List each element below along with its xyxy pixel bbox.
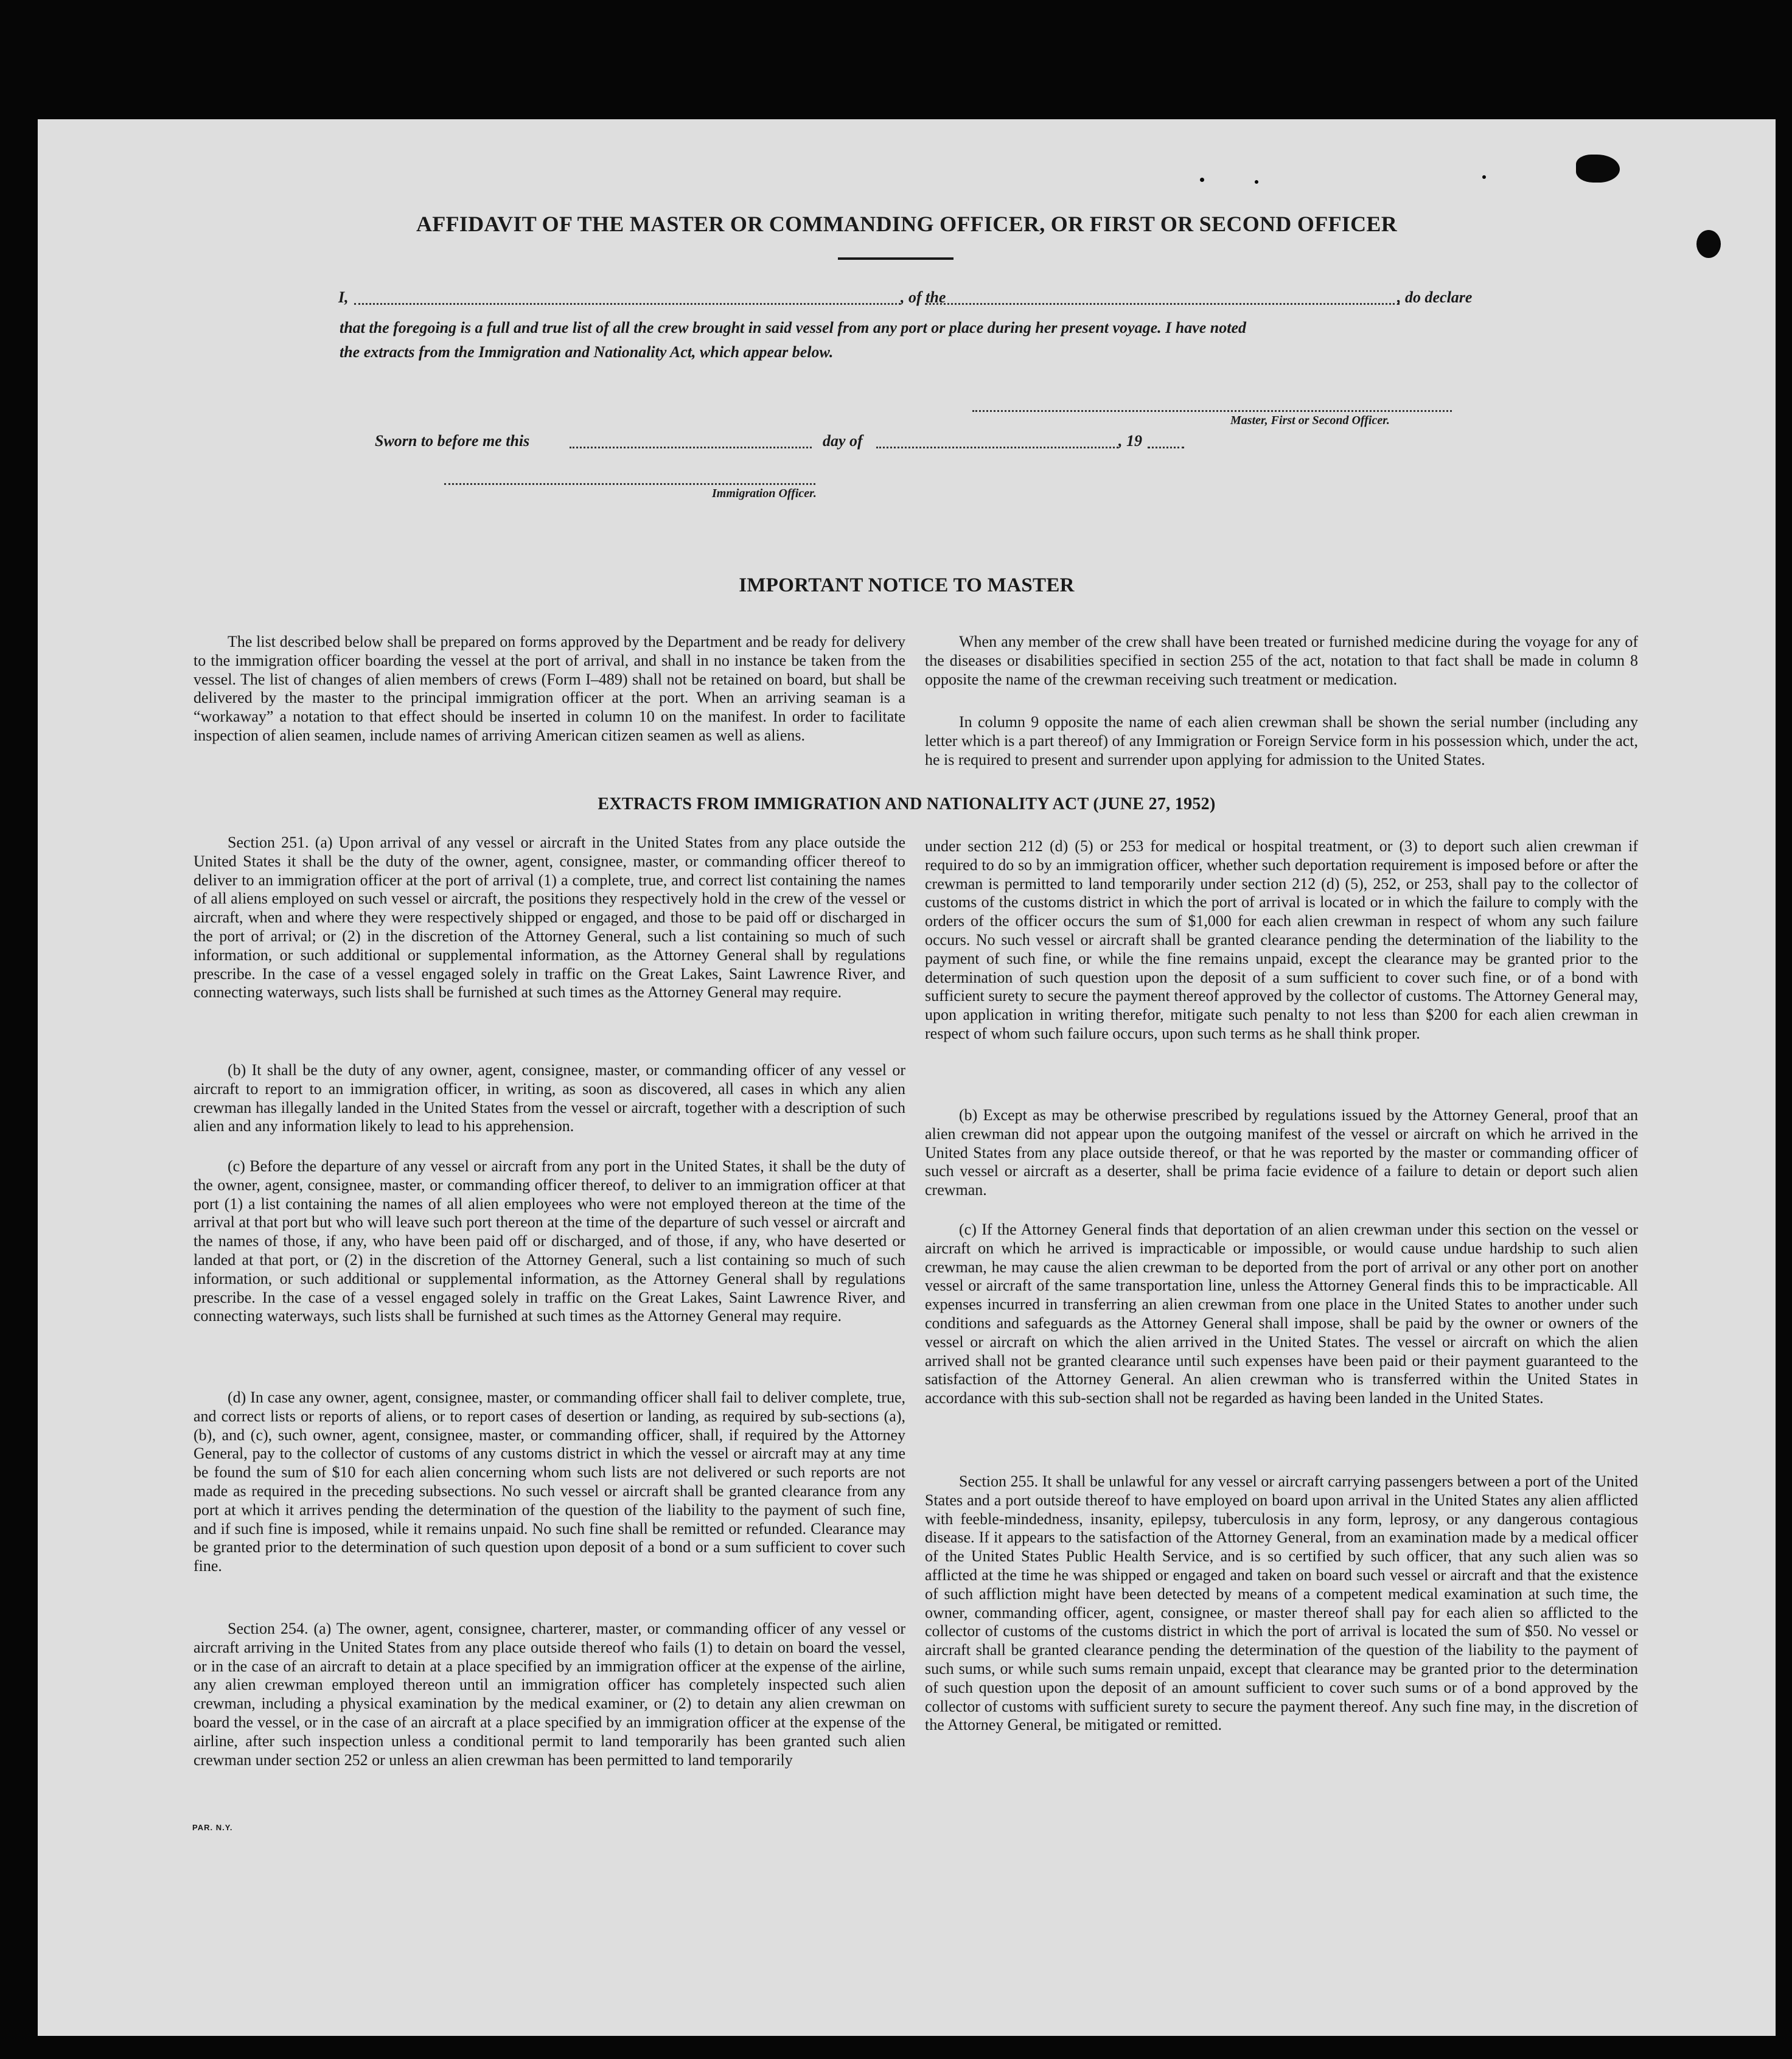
notice-left-paragraph: The list described below shall be prepared on forms approved by the Department and be ready for delivery to the immigration officer boarding the vessel at the port of arrival, and shall in no instance be taken from the vessel. The list of changes of alien members of crews (Form I–489) shall not be retained on board, but shall be delivered by the master to the principal immigration officer at the port. When an arriving seaman is a “workaway” a notation to that effect should be inserted in column 10 on the manifest. In order to facilitate inspection of alien seamen, include names of arriving American citizen seamen as well as aliens.	[193, 633, 905, 744]
declaration-line-1: that the foregoing is a full and true list of all the crew brought in said vessel from any port or place during her present voyage. I have noted	[340, 319, 1247, 336]
name-blank-line[interactable]	[354, 303, 901, 305]
sworn-month-blank-line[interactable]	[876, 447, 1118, 448]
day-of-label: day of	[823, 432, 863, 450]
extract-254b: (b) Except as may be otherwise prescribed by regulations issued by the Attorney General, proof that an alien crewman did not appear upon the outgoing manifest of the vessel or aircraft on which he arrived in the United States from any place outside thereof, or that he was reported by the master or commanding officer of such vessel or aircraft as a deserter, shall be prima facie evidence of a failure to detain or deport such alien crewman.	[925, 1106, 1638, 1199]
vessel-blank-line[interactable]	[925, 303, 1400, 305]
notice-right-paragraph-2: In column 9 opposite the name of each alien crewman shall be shown the serial number (including any letter which is a part thereof) of any Immigration or Foreign Service form in his possession which, under the act, he is required to present and surrender upon applying for admission to the United States.	[925, 713, 1638, 768]
document-page	[38, 119, 1776, 2036]
year-label: , 19	[1118, 432, 1142, 450]
sworn-label: Sworn to before me this	[375, 432, 530, 450]
i-label: I,	[338, 288, 349, 306]
extract-254c: (c) If the Attorney General finds that deportation of an alien crewman under this section on the vessel or aircraft on which he arrived is impracticable or impossible, or would cause undue hardship to such alien crewman, he may cause the alien crewman to be deported from the port of arrival or any other port on another vessel or aircraft of the same transportation line, unless the Attorney General finds this to be impracticable. All expenses incurred in transferring an alien crewman from one place in the United States to another under such conditions and safeguards as the Attorney General shall impose, shall be paid by the owner or owners of the vessel or aircraft on which the alien arrived in the United States. The vessel or aircraft on which the alien arrived shall not be granted clearance until such expenses have been paid or their payment guaranteed to the satisfaction of the Attorney General. An alien crewman who is transferred within the United States in accordance with this sub-section shall not be regarded as having been landed in the United States.	[925, 1221, 1638, 1407]
notice-right-paragraph-1: When any member of the crew shall have been treated or furnished medicine during the voyage for any of the diseases or disabilities specified in section 255 of the act, notation to that fact shall be made in column 8 opposite the name of the crewman receiving such treatment or medication.	[925, 633, 1638, 688]
extract-251a: Section 251. (a) Upon arrival of any vessel or aircraft in the United States from any place outside the United States it shall be the duty of the owner, agent, consignee, master, or commanding officer thereof to deliver to an immigration officer at the port of arrival (1) a complete, true, and correct list containing the names of all aliens employed on such vessel or aircraft, the positions they respectively hold in the crew of the vessel or aircraft, when and where they were respectively shipped or engaged, and those to be paid off or discharged in the port of arrival; or (2) in the discretion of the Attorney General, such a list containing so much of such information, or such additional or supplemental information, as the Attorney General shall by regulations prescribe. In the case of a vessel engaged solely in traffic on the Great Lakes, Saint Lawrence River, and connecting waterways, such lists shall be furnished at such times as the Attorney General may require.	[193, 834, 905, 1002]
speck	[1482, 175, 1486, 179]
extract-251b: (b) It shall be the duty of any owner, agent, consignee, master, or commanding officer of any vessel or aircraft to report to an immigration officer, in writing, as soon as discovered, all cases in which any alien crewman has illegally landed in the United States from the vessel or aircraft, together with a description of such alien and any information likely to lead to his apprehension.	[193, 1061, 905, 1135]
notice-title: IMPORTANT NOTICE TO MASTER	[739, 574, 1075, 596]
ink-blot	[1576, 155, 1620, 183]
extract-254a: Section 254. (a) The owner, agent, consignee, charterer, master, or commanding officer of any vessel or aircraft arriving in the United States from any place outside thereof who fails (1) to detain on board the vessel, or in the case of an aircraft to detain at a place specified by an immigration officer at the expense of the airline, any alien crewman employed thereon until an immigration officer has completely inspected such alien crewman, including a physical examination by the medical examiner, or (2) to detain any alien crewman on board the vessel, or in the case of an aircraft at a place specified by an immigration officer at the expense of the airline, after such inspection unless a conditional permit to land temporarily has been granted such alien crewman under section 252 or unless an alien crewman has been permitted to land temporarily	[193, 1620, 905, 1769]
signature-caption: Master, First or Second Officer.	[1230, 414, 1390, 427]
sworn-year-blank-line[interactable]	[1148, 447, 1184, 448]
officer-signature-line[interactable]	[444, 483, 815, 485]
printer-mark: PAR. N.Y.	[192, 1823, 233, 1832]
signature-blank-line[interactable]	[972, 410, 1452, 412]
of-the-label: , of the	[901, 288, 946, 306]
affidavit-title: AFFIDAVIT OF THE MASTER OR COMMANDING OFFICER, OR FIRST OR SECOND OFFICER	[416, 212, 1398, 236]
punch-hole	[1696, 230, 1721, 258]
extract-254a-continued: under section 212 (d) (5) or 253 for medical or hospital treatment, or (3) to deport such alien crewman if required to do so by an immigration officer, whether such deportation requirement is imposed before or after the crewman is permitted to land temporarily under section 212 (d) (5), 252, or 253, shall pay to the collector of customs of the customs district in which the port of arrival is located or in which the failure to comply with the orders of the officer occurs the sum of $1,000 for each alien crewman in respect of whom any such failure occurs. No such vessel or aircraft shall be granted clearance pending the determination of the liability to the payment of such fine, or while the fine remains unpaid, except the clearance may be granted prior to the determination of such question upon the deposit of a sum sufficient to cover such fine, or of a bond with sufficient surety to secure the payment thereof approved by the collector of customs. The Attorney General may, upon application in writing therefor, mitigate such penalty to not less than $200 for each alien crewman in respect of whom such failure occurs, upon such terms as he shall think proper.	[925, 837, 1638, 1042]
do-declare-label: , do declare	[1397, 288, 1473, 306]
sworn-day-blank-line[interactable]	[570, 447, 812, 448]
speck	[1200, 178, 1204, 182]
extract-255: Section 255. It shall be unlawful for any vessel or aircraft carrying passengers between a port of the United States and a port outside thereof to have employed on board upon arrival in the United States any alien afflicted with feeble-mindedness, insanity, epilepsy, tuberculosis in any form, leprosy, or any dangerous contagious disease. If it appears to the satisfaction of the Attorney General, from an examination made by a medical officer of the United States Public Health Service, and is so certified by such officer, that any such alien was so afflicted at the time he was shipped or engaged and taken on board such vessel or aircraft and that the existence of such affliction might have been detected by means of a competent medical examination at such time, the owner, commanding officer, agent, consignee, or master thereof shall pay for each alien so afflicted to the collector of customs of the customs district in which the port of arrival is located the sum of $50. No vessel or aircraft shall be granted clearance pending the determination of the question of the liability to the payment of such sums, or while such sums remain unpaid, except that clearance may be granted prior to the determination of such question upon the deposit of an amount sufficient to cover such sums or of a bond approved by the collector of customs with sufficient surety to secure the payment thereof. Any such fine may, in the discretion of the Attorney General, be mitigated or remitted.	[925, 1472, 1638, 1734]
declaration-line-2: the extracts from the Immigration and Nationality Act, which appear below.	[340, 343, 834, 361]
title-rule	[838, 257, 954, 260]
officer-caption: Immigration Officer.	[712, 487, 817, 500]
extract-251c: (c) Before the departure of any vessel or aircraft from any port in the United States, it shall be the duty of the owner, agent, consignee, master, or commanding officer thereof, to deliver to an immigration officer at that port (1) a list containing the names of all alien employees who were not employed thereon at the time of the arrival at that port but who will leave such port thereon at the time of the departure of such vessel or aircraft and the names of those, if any, who have been paid off or discharged, and of those, if any, who have deserted or landed at that port, or (2) in the discretion of the Attorney General, such a list containing so much of such information, or such additional or supplemental information, as the Attorney General shall by regulations prescribe. In the case of a vessel engaged solely in traffic on the Great Lakes, Saint Lawrence River, and connecting waterways, such lists shall be furnished at such times as the Attorney General may require.	[193, 1157, 905, 1325]
speck	[1255, 180, 1258, 184]
extract-251d: (d) In case any owner, agent, consignee, master, or commanding officer shall fail to deliver complete, true, and correct lists or reports of aliens, or to report cases of desertion or landing, as required by sub-sections (a), (b), and (c), such owner, agent, consignee, master, or commanding officer, shall, if required by the Attorney General, pay to the collector of customs of any customs district in which the vessel or aircraft may at any time be found the sum of $10 for each alien concerning whom such lists are not delivered or such reports are not made as required in the preceding subsections. No such vessel or aircraft shall be granted clearance from any port at which it arrives pending the determination of the question of the liability to the payment of such fine, and if such fine is imposed, while it remains unpaid. No such fine shall be remitted or refunded. Clearance may be granted prior to the determination of such question upon deposit of a bond or a sum sufficient to cover such fine.	[193, 1388, 905, 1575]
extracts-title: EXTRACTS FROM IMMIGRATION AND NATIONALITY ACT (JUNE 27, 1952)	[598, 795, 1216, 813]
